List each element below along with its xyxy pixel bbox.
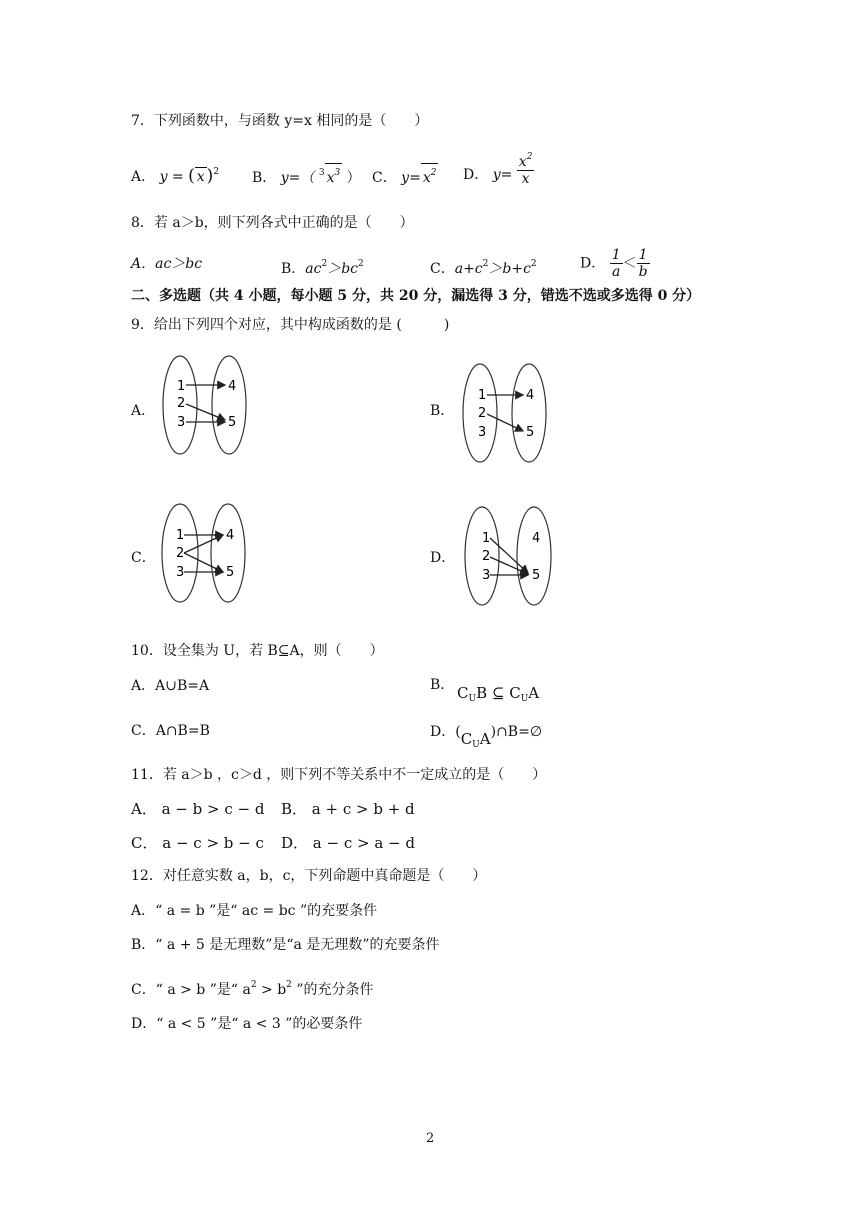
codomain-5: 5 xyxy=(228,415,237,430)
q8-option-b: B．$ac^2>bc^2$ xyxy=(281,259,364,277)
q12-option-d: D．“ a < 5 ”是“ a < 3 ”的必要条件 xyxy=(131,1016,363,1032)
q7-stem: 7．下列函数中，与函数 y=x 相同的是（ ） xyxy=(131,113,429,129)
arrow-2-to-5 xyxy=(487,414,523,431)
q11-option-c: C． a − c > b − c xyxy=(131,834,264,852)
q12-option-b: B．“ a + 5 是无理数”是“a 是无理数”的充要条件 xyxy=(131,937,440,953)
q9-label-a: A． xyxy=(131,403,156,419)
q9-label-b: B． xyxy=(430,403,455,419)
q8-option-a: A．ac＞bc xyxy=(131,256,203,272)
q8-option-d: D． $\frac{1}{a}$ ＜ $\frac{1}{b}$ xyxy=(580,247,648,280)
codomain-4: 4 xyxy=(532,531,541,546)
q11-option-a: A． a − b > c − d xyxy=(131,800,265,818)
domain-3: 3 xyxy=(478,425,487,440)
codomain-ellipse xyxy=(517,507,551,605)
domain-3: 3 xyxy=(176,565,185,580)
domain-1: 1 xyxy=(478,388,487,403)
codomain-4: 4 xyxy=(228,379,237,394)
q9-label-c: C． xyxy=(131,550,156,566)
arrow-2-to-5 xyxy=(490,557,528,574)
mapping-diagram-b xyxy=(458,362,552,466)
q7-option-b: B． y=（ $^3$ $x^3$ ） xyxy=(252,163,361,187)
domain-2: 2 xyxy=(482,549,491,564)
q11-option-d: D． a − c > a − d xyxy=(281,834,415,852)
q11-option-b: B． a + c > b + d xyxy=(281,800,415,818)
arrow-2-to-5 xyxy=(184,553,223,572)
codomain-4: 4 xyxy=(526,388,535,403)
fraction-1-over-b: $\frac{1}{b}$ xyxy=(638,247,648,280)
q7-option-c: C． $y= x^2$ xyxy=(372,163,438,187)
q9-label-d: D． xyxy=(430,550,456,566)
codomain-4: 4 xyxy=(226,528,235,543)
domain-2: 2 xyxy=(176,546,185,561)
q11-stem: 11．若 a＞b ，c＞d ，则下列不等关系中不一定成立的是（ ） xyxy=(131,767,547,783)
mapping-diagram-a xyxy=(158,354,252,458)
codomain-ellipse xyxy=(512,364,546,462)
q10-option-b-expr: $C_UB$ ⊆ $C_UA$ xyxy=(457,684,540,704)
q12-stem: 12．对任意实数 a，b，c，下列命题中真命题是（ ） xyxy=(131,868,487,884)
domain-3: 3 xyxy=(177,415,186,430)
domain-2: 2 xyxy=(478,406,487,421)
q8-option-c: C．$a+c^2>b+c^2$ xyxy=(430,259,537,277)
domain-1: 1 xyxy=(177,379,186,394)
fraction-1-over-a: $\frac{1}{a}$ xyxy=(611,247,621,280)
mapping-diagram-d xyxy=(458,505,552,609)
q7-option-a: A． y = ( x )$^2$ xyxy=(131,166,220,186)
codomain-ellipse xyxy=(212,356,246,454)
arrow-2-to-5 xyxy=(186,404,225,420)
codomain-5: 5 xyxy=(526,425,535,440)
domain-1: 1 xyxy=(176,528,185,543)
q10-option-d: D．$(C_UA)\cap B=\emptyset$ xyxy=(430,724,543,750)
q10-option-c: C．A∩B=B xyxy=(131,723,210,739)
q7-option-d: D． y= $\frac{x^2}{x}$ xyxy=(463,163,534,187)
q12-option-c: C．“ a > b ”是“ $a^2 > b^2$ ”的充分条件 xyxy=(131,980,374,998)
codomain-5: 5 xyxy=(532,568,541,583)
arrow-1-to-5 xyxy=(490,538,528,573)
domain-3: 3 xyxy=(482,568,491,583)
codomain-ellipse xyxy=(211,504,245,602)
q12-option-a: A．“ a = b ”是“ ac = bc ”的充要条件 xyxy=(131,903,378,919)
mapping-diagram-c xyxy=(156,502,250,606)
page-number: 2 xyxy=(426,1131,435,1146)
q10-option-b-label: B． xyxy=(430,677,455,693)
fraction: $\frac{x^2}{x}$ xyxy=(517,149,535,187)
section-title: 二、多选题（共 4 小题，每小题 5 分，共 20 分，漏选得 3 分，错选不选或多选得 0 分） xyxy=(131,288,701,304)
arrow-2-to-4 xyxy=(184,535,223,553)
q9-stem: 9．给出下列四个对应，其中构成函数的是 ( ) xyxy=(131,317,450,333)
domain-2: 2 xyxy=(177,396,186,411)
q10-stem: 10．设全集为 U，若 B⊆A，则（ ） xyxy=(131,643,384,659)
codomain-5: 5 xyxy=(226,565,235,580)
q8-stem: 8．若 a＞b，则下列各式中正确的是（ ） xyxy=(131,215,414,231)
q10-option-a: A．A∪B=A xyxy=(131,678,210,694)
domain-1: 1 xyxy=(482,531,491,546)
